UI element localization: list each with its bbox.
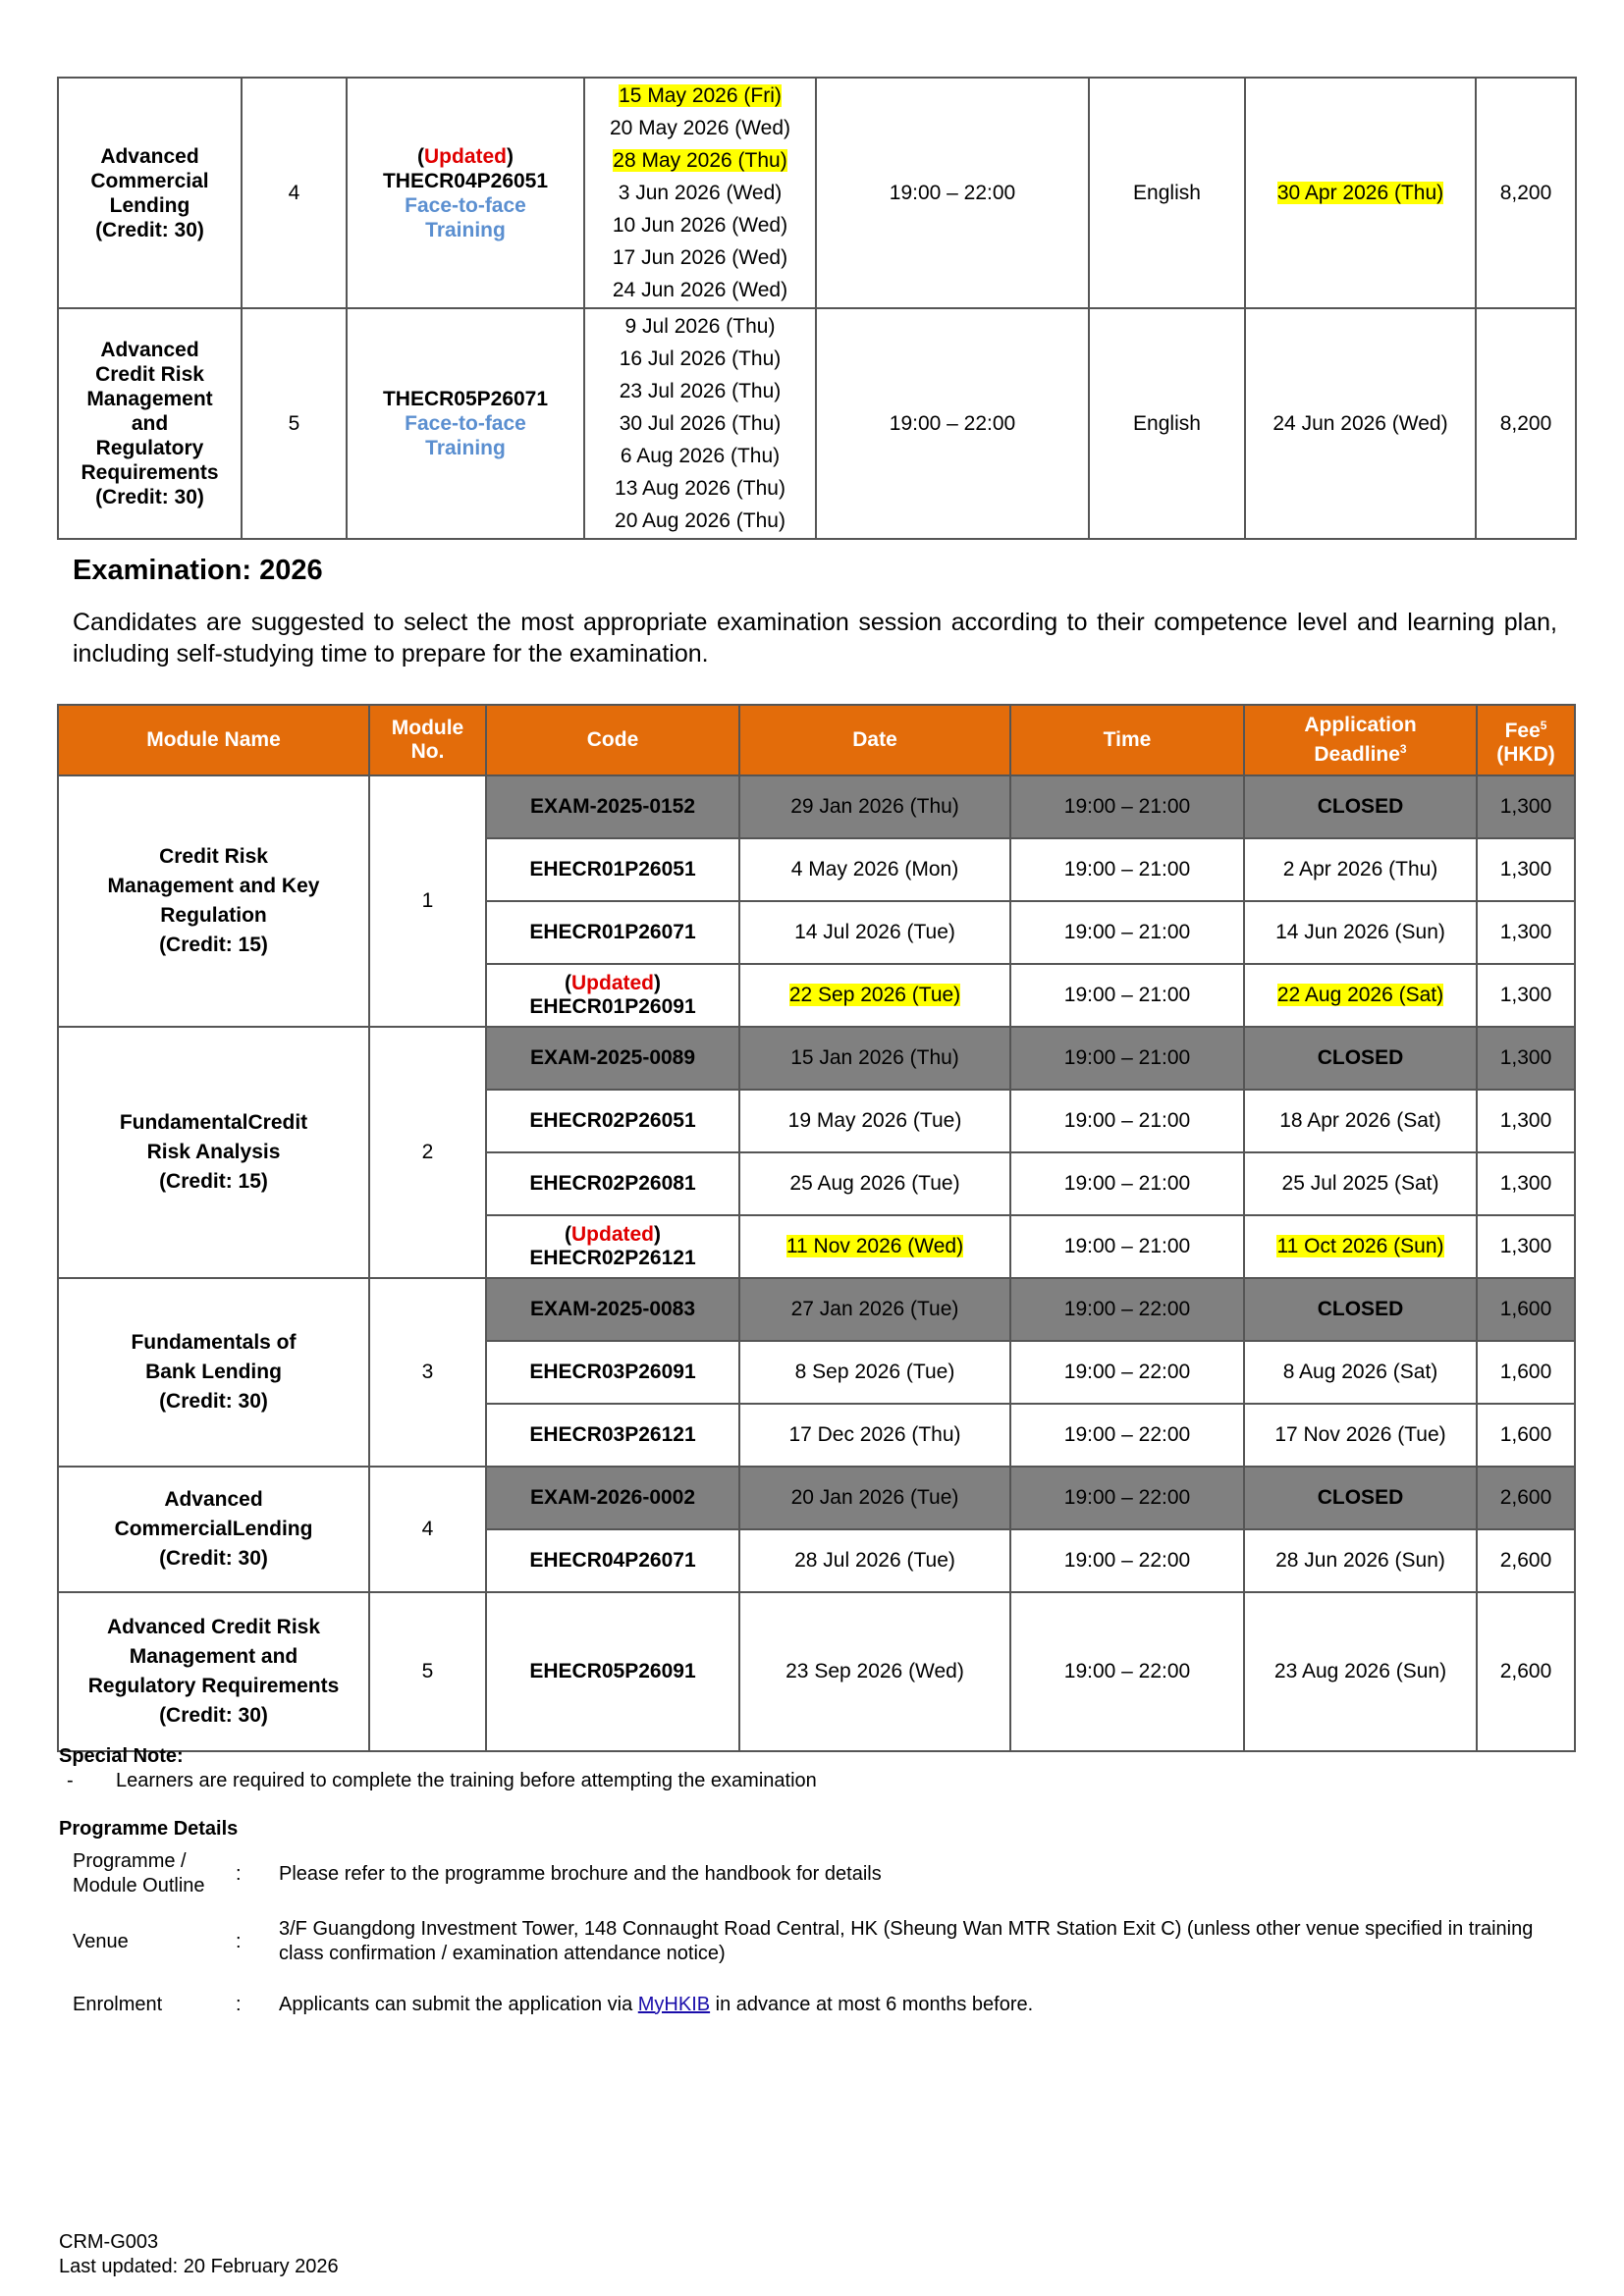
fee: 1,600 bbox=[1477, 1341, 1575, 1404]
exam-date: 20 Jan 2026 (Tue) bbox=[739, 1467, 1010, 1529]
exam-date: 22 Sep 2026 (Tue) bbox=[739, 964, 1010, 1027]
fee: 2,600 bbox=[1477, 1529, 1575, 1592]
class-code: THECR05P26071 Face-to-face Training bbox=[347, 308, 584, 539]
module-no: 4 bbox=[369, 1467, 486, 1592]
exam-schedule-table bbox=[57, 704, 1576, 1752]
detail-value: 3/F Guangdong Investment Tower, 148 Connaught Road Central, HK (Sheung Wan MTR Station Exit C) (unless other venue specified in training class confirmation / examination attendance notice) bbox=[279, 1918, 1534, 1964]
application-deadline: 24 Jun 2026 (Wed) bbox=[1245, 308, 1476, 539]
exam-code: EXAM-2025-0152 bbox=[486, 775, 739, 838]
exam-time: 19:00 – 21:00 bbox=[1010, 1027, 1244, 1090]
fee: 2,600 bbox=[1477, 1467, 1575, 1529]
exam-code: EHECR04P26071 bbox=[486, 1529, 739, 1592]
module-name: Advanced Credit Risk Management and Regulatory Requirements (Credit: 30) bbox=[58, 308, 242, 539]
delivery-mode: Face-to-face Training bbox=[405, 193, 526, 241]
application-deadline: 30 Apr 2026 (Thu) bbox=[1245, 78, 1476, 308]
exam-time: 19:00 – 21:00 bbox=[1010, 1152, 1244, 1215]
detail-value: Please refer to the programme brochure and the handbook for details bbox=[279, 1862, 882, 1885]
bullet-dash: - bbox=[67, 1770, 74, 1791]
exam-date: 14 Jul 2026 (Tue) bbox=[739, 901, 1010, 964]
exam-time: 19:00 – 22:00 bbox=[1010, 1278, 1244, 1341]
exam-date: 23 Sep 2026 (Wed) bbox=[739, 1592, 1010, 1751]
col-header-date: Date bbox=[739, 705, 1010, 775]
col-header-module-name: Module Name bbox=[58, 705, 369, 775]
module-name: Fundamentals of Bank Lending (Credit: 30) bbox=[58, 1278, 369, 1467]
exam-code: EHECR02P26081 bbox=[486, 1152, 739, 1215]
module-name: Credit Risk Management and Key Regulation (Credit: 15) bbox=[58, 775, 369, 1027]
doc-code: CRM-G003 bbox=[59, 2231, 159, 2253]
fee: 1,300 bbox=[1477, 901, 1575, 964]
application-deadline: 23 Aug 2026 (Sun) bbox=[1244, 1592, 1477, 1751]
exam-row bbox=[58, 1467, 1575, 1529]
exam-code: EHECR03P26121 bbox=[486, 1404, 739, 1467]
fee: 1,300 bbox=[1477, 1152, 1575, 1215]
delivery-mode: Face-to-face Training bbox=[405, 412, 526, 459]
application-deadline: 22 Aug 2026 (Sat) bbox=[1244, 964, 1477, 1027]
application-deadline: 8 Aug 2026 (Sat) bbox=[1244, 1341, 1477, 1404]
exam-code: EHECR01P26071 bbox=[486, 901, 739, 964]
programme-details bbox=[59, 1818, 1571, 2021]
col-header-deadline: Application Deadline$^3$ bbox=[1244, 705, 1477, 775]
class-time: 19:00 – 22:00 bbox=[816, 78, 1089, 308]
exam-code: EHECR01P26051 bbox=[486, 838, 739, 901]
class-dates: 15 May 2026 (Fri) 20 May 2026 (Wed) 28 May 2026 (Thu) 3 Jun 2026 (Wed) 10 Jun 2026 (Wed) 17 Jun 2026 (Wed) 24 Jun 2026 (Wed) bbox=[584, 78, 816, 308]
exam-code: EHECR02P26051 bbox=[486, 1090, 739, 1152]
application-deadline: 14 Jun 2026 (Sun) bbox=[1244, 901, 1477, 964]
special-note-item: - Learners are required to complete the training before attempting the examination bbox=[59, 1770, 817, 1792]
special-note bbox=[59, 1745, 817, 1792]
exam-section-title: Examination: 2026 bbox=[73, 555, 323, 586]
fee: 1,600 bbox=[1477, 1278, 1575, 1341]
fee: 2,600 bbox=[1477, 1592, 1575, 1751]
col-header-module-no: Module No. bbox=[369, 705, 486, 775]
exam-code: EXAM-2025-0089 bbox=[486, 1027, 739, 1090]
exam-row bbox=[58, 1592, 1575, 1751]
exam-code: EXAM-2026-0002 bbox=[486, 1467, 739, 1529]
class-time: 19:00 – 22:00 bbox=[816, 308, 1089, 539]
detail-label: Venue bbox=[73, 1930, 129, 1952]
fee: 8,200 bbox=[1476, 308, 1576, 539]
module-name: FundamentalCredit Risk Analysis (Credit: 15) bbox=[58, 1027, 369, 1278]
detail-row-venue: Venue : 3/F Guangdong Investment Tower, 148 Connaught Road Central, HK (Sheung Wan MTR Station Exit C) (unless other venue specified in training class confirmation / examination attendance notice) bbox=[59, 1911, 1571, 1972]
exam-time: 19:00 – 21:00 bbox=[1010, 964, 1244, 1027]
updated-tag: (Updated) bbox=[565, 972, 661, 994]
application-deadline: 28 Jun 2026 (Sun) bbox=[1244, 1529, 1477, 1592]
application-deadline: 11 Oct 2026 (Sun) bbox=[1244, 1215, 1477, 1278]
exam-time: 19:00 – 22:00 bbox=[1010, 1341, 1244, 1404]
application-deadline: 25 Jul 2025 (Sat) bbox=[1244, 1152, 1477, 1215]
exam-code: (Updated) EHECR02P26121 bbox=[486, 1215, 739, 1278]
training-row bbox=[58, 308, 1576, 539]
module-no: 1 bbox=[369, 775, 486, 1027]
exam-time: 19:00 – 21:00 bbox=[1010, 775, 1244, 838]
footer bbox=[59, 2230, 339, 2279]
module-no: 5 bbox=[369, 1592, 486, 1751]
module-name: Advanced Commercial Lending (Credit: 30) bbox=[58, 78, 242, 308]
exam-time: 19:00 – 21:00 bbox=[1010, 901, 1244, 964]
detail-label: Enrolment bbox=[73, 1993, 163, 2015]
fee: 8,200 bbox=[1476, 78, 1576, 308]
exam-row bbox=[58, 1278, 1575, 1341]
exam-time: 19:00 – 21:00 bbox=[1010, 838, 1244, 901]
application-deadline: 2 Apr 2026 (Thu) bbox=[1244, 838, 1477, 901]
module-name: Advanced Credit Risk Management and Regulatory Requirements (Credit: 30) bbox=[58, 1592, 369, 1751]
application-deadline: 17 Nov 2026 (Tue) bbox=[1244, 1404, 1477, 1467]
exam-date: 4 May 2026 (Mon) bbox=[739, 838, 1010, 901]
detail-row-outline: Programme / Module Outline : Please refer to the programme brochure and the handbook for details bbox=[59, 1844, 1571, 1903]
application-deadline: 18 Apr 2026 (Sat) bbox=[1244, 1090, 1477, 1152]
exam-time: 19:00 – 21:00 bbox=[1010, 1215, 1244, 1278]
training-schedule-table bbox=[57, 77, 1577, 540]
module-no: 3 bbox=[369, 1278, 486, 1467]
exam-date: 28 Jul 2026 (Tue) bbox=[739, 1529, 1010, 1592]
language: English bbox=[1089, 308, 1245, 539]
myhkib-link[interactable]: MyHKIB bbox=[637, 1993, 711, 2015]
updated-tag: (Updated) bbox=[417, 144, 514, 168]
exam-date: 15 Jan 2026 (Thu) bbox=[739, 1027, 1010, 1090]
last-updated: Last updated: 20 February 2026 bbox=[59, 2256, 339, 2277]
module-no: 2 bbox=[369, 1027, 486, 1278]
exam-time: 19:00 – 22:00 bbox=[1010, 1404, 1244, 1467]
module-no: 4 bbox=[242, 78, 347, 308]
exam-code: EXAM-2025-0083 bbox=[486, 1278, 739, 1341]
class-code: (Updated) THECR04P26051 Face-to-face Training bbox=[347, 78, 584, 308]
exam-table-header-row bbox=[58, 705, 1575, 775]
exam-date: 27 Jan 2026 (Tue) bbox=[739, 1278, 1010, 1341]
exam-row bbox=[58, 1027, 1575, 1090]
fee: 1,300 bbox=[1477, 1215, 1575, 1278]
exam-time: 19:00 – 22:00 bbox=[1010, 1529, 1244, 1592]
col-header-fee: Fee$^5$ (HKD) bbox=[1477, 705, 1575, 775]
fee: 1,300 bbox=[1477, 838, 1575, 901]
exam-code: EHECR03P26091 bbox=[486, 1341, 739, 1404]
exam-time: 19:00 – 22:00 bbox=[1010, 1467, 1244, 1529]
detail-label: Programme / Module Outline bbox=[73, 1850, 205, 1896]
exam-date: 19 May 2026 (Tue) bbox=[739, 1090, 1010, 1152]
fee: 1,300 bbox=[1477, 1027, 1575, 1090]
module-name: Advanced CommercialLending (Credit: 30) bbox=[58, 1467, 369, 1592]
exam-date: 11 Nov 2026 (Wed) bbox=[739, 1215, 1010, 1278]
exam-description: Candidates are suggested to select the most appropriate examination session according to their competence level and learning plan, including self-studying time to prepare for the examination. bbox=[73, 609, 1557, 667]
exam-row bbox=[58, 775, 1575, 838]
closed-status: CLOSED bbox=[1244, 775, 1477, 838]
exam-date: 25 Aug 2026 (Tue) bbox=[739, 1152, 1010, 1215]
exam-code: (Updated) EHECR01P26091 bbox=[486, 964, 739, 1027]
fee: 1,300 bbox=[1477, 775, 1575, 838]
exam-code: EHECR05P26091 bbox=[486, 1592, 739, 1751]
fee: 1,600 bbox=[1477, 1404, 1575, 1467]
closed-status: CLOSED bbox=[1244, 1278, 1477, 1341]
language: English bbox=[1089, 78, 1245, 308]
exam-date: 8 Sep 2026 (Tue) bbox=[739, 1341, 1010, 1404]
exam-time: 19:00 – 22:00 bbox=[1010, 1592, 1244, 1751]
exam-date: 17 Dec 2026 (Thu) bbox=[739, 1404, 1010, 1467]
module-no: 5 bbox=[242, 308, 347, 539]
closed-status: CLOSED bbox=[1244, 1027, 1477, 1090]
fee: 1,300 bbox=[1477, 964, 1575, 1027]
exam-time: 19:00 – 21:00 bbox=[1010, 1090, 1244, 1152]
updated-tag: (Updated) bbox=[565, 1223, 661, 1246]
class-dates: 9 Jul 2026 (Thu) 16 Jul 2026 (Thu) 23 Jul 2026 (Thu) 30 Jul 2026 (Thu) 6 Aug 2026 (Thu) 13 Aug 2026 (Thu) 20 Aug 2026 (Thu) bbox=[584, 308, 816, 539]
detail-row-enrolment: Enrolment : Applicants can submit the application via MyHKIB in advance at most 6 months before. bbox=[59, 1988, 1571, 2021]
closed-status: CLOSED bbox=[1244, 1467, 1477, 1529]
exam-date: 29 Jan 2026 (Thu) bbox=[739, 775, 1010, 838]
programme-details-title: Programme Details bbox=[59, 1818, 239, 1840]
training-row bbox=[58, 78, 1576, 308]
special-note-title: Special Note: bbox=[59, 1745, 184, 1767]
col-header-code: Code bbox=[486, 705, 739, 775]
fee: 1,300 bbox=[1477, 1090, 1575, 1152]
col-header-time: Time bbox=[1010, 705, 1244, 775]
detail-value: Applicants can submit the application via MyHKIB in advance at most 6 months before. bbox=[279, 1993, 1034, 2015]
